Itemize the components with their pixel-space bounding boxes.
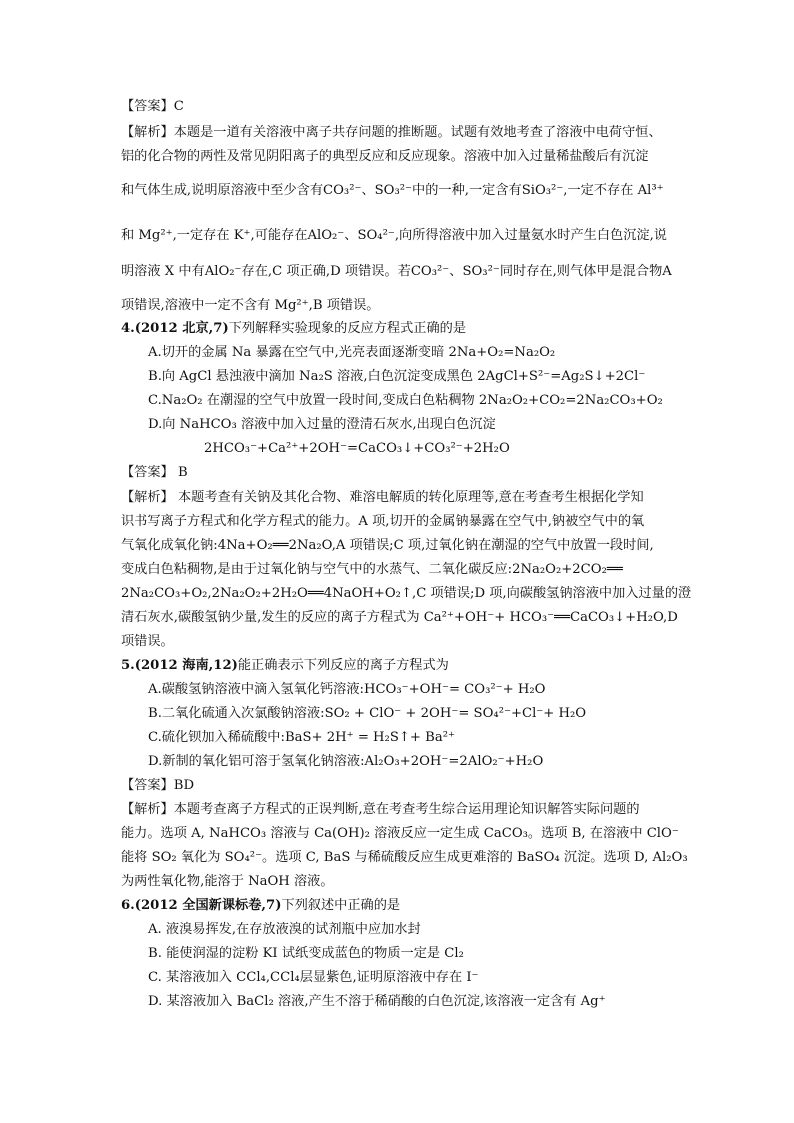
q4-analysis-line-5: 2Na₂CO₃+O₂,2Na₂O₂+2H₂O══4NaOH+O₂↑,C 项错误;D 项,向碳酸氢钠溶液中加入过量的澄 bbox=[121, 586, 692, 601]
q4-analysis-line-7: 项错误。 bbox=[121, 634, 174, 649]
q6-option-c: C. 某溶液加入 CCl₄,CCl₄层显紫色,证明原溶液中存在 I⁻ bbox=[148, 970, 479, 985]
q4-answer: 【答案】 B bbox=[121, 465, 188, 480]
q5-option-d: D.新制的氧化铝可溶于氢氧化钠溶液:Al₂O₃+2OH⁻=2AlO₂⁻+H₂O bbox=[148, 754, 544, 769]
q4-option-b: B.向 AgCl 悬浊液中滴加 Na₂S 溶液,白色沉淀变成黑色 2AgCl+S²⁻=Ag₂S↓+2Cl⁻ bbox=[148, 369, 646, 384]
q6-option-b: B. 能使润湿的淀粉 KI 试纸变成蓝色的物质一定是 Cl₂ bbox=[148, 946, 464, 961]
q4-analysis-line-6: 清石灰水,碳酸氢钠少量,发生的反应的离子方程式为 Ca²⁺+OH⁻+ HCO₃⁻══CaCO₃↓+H₂O,D bbox=[121, 610, 678, 625]
q5-option-a: A.碳酸氢钠溶液中滴入氢氧化钙溶液:HCO₃⁻+OH⁻= CO₃²⁻+ H₂O bbox=[148, 682, 546, 697]
q4-heading-source: 4.(2012 北京,7) bbox=[121, 321, 229, 336]
q5-option-b: B.二氧化硫通入次氯酸钠溶液:SO₂ + ClO⁻ + 2OH⁻= SO₄²⁻+Cl⁻+ H₂O bbox=[148, 706, 587, 721]
q4-option-d: D.向 NaHCO₃ 溶液中加入过量的澄清石灰水,出现白色沉淀 bbox=[148, 417, 496, 432]
q5-option-c: C.硫化钡加入稀硫酸中:BaS+ 2H⁺ = H₂S↑+ Ba²⁺ bbox=[148, 730, 455, 745]
q6-heading bbox=[121, 897, 400, 915]
q4-option-a: A.切开的金属 Na 暴露在空气中,光亮表面逐渐变暗 2Na+O₂=Na₂O₂ bbox=[148, 345, 556, 360]
q3-analysis-line-6: 项错误,溶液中一定不含有 Mg²⁺,B 项错误。 bbox=[121, 298, 380, 313]
q3-analysis-line-2: 铝的化合物的两性及常见阴阳离子的典型反应和反应现象。溶液中加入过量稀盐酸后有沉淀 bbox=[121, 149, 649, 164]
q3-analysis-line-5: 明溶液 X 中有AlO₂⁻存在,C 项正确,D 项错误。若CO₃²⁻、SO₃²⁻同时存在,则气体甲是混合物A bbox=[121, 264, 672, 279]
q5-analysis-line-2: 能力。选项 A, NaHCO₃ 溶液与 Ca(OH)₂ 溶液反应一定生成 CaCO₃。选项 B, 在溶液中 ClO⁻ bbox=[121, 826, 679, 841]
q6-heading-text: 下列叙述中正确的是 bbox=[281, 898, 401, 913]
q4-analysis-line-1: 【解析】 本题考查有关钠及其化合物、难溶电解质的转化原理等,意在考查考生根据化学知 bbox=[121, 490, 644, 505]
q4-heading-text: 下列解释实验现象的反应方程式正确的是 bbox=[228, 321, 467, 336]
q5-heading-source: 5.(2012 海南,12) bbox=[121, 658, 238, 673]
q4-analysis-line-4: 变成白色粘稠物,是由于过氧化钠与空气中的水蒸气、二氧化碳反应:2Na₂O₂+2CO₂══ bbox=[121, 562, 623, 577]
q5-answer: 【答案】BD bbox=[121, 778, 195, 793]
q4-option-c: C.Na₂O₂ 在潮湿的空气中放置一段时间,变成白色粘稠物 2Na₂O₂+CO₂=2Na₂CO₃+O₂ bbox=[148, 393, 663, 408]
q5-analysis-line-3: 能将 SO₂ 氧化为 SO₄²⁻。选项 C, BaS 与稀硫酸反应生成更难溶的 BaSO₄ 沉淀。选项 D, Al₂O₃ bbox=[121, 850, 688, 865]
q5-heading-text: 能正确表示下列反应的离子方程式为 bbox=[237, 658, 449, 673]
q4-option-d-equation: 2HCO₃⁻+Ca²⁺+2OH⁻=CaCO₃↓+CO₃²⁻+2H₂O bbox=[204, 441, 510, 456]
q4-analysis-line-3: 气氧化成氧化钠:4Na+O₂══2Na₂O,A 项错误;C 项,过氧化钠在潮湿的空气中放置一段时间, bbox=[121, 538, 654, 553]
q6-option-a: A. 液溴易挥发,在存放液溴的试剂瓶中应加水封 bbox=[148, 922, 421, 937]
q3-analysis-line-3: 和气体生成,说明原溶液中至少含有CO₃²⁻、SO₃²⁻中的一种,一定含有SiO₃²⁻,一定不存在 Al³⁺ bbox=[121, 183, 664, 198]
q5-analysis-line-1: 【解析】本题考查离子方程式的正误判断,意在考查考生综合运用理论知识解答实际问题的 bbox=[121, 802, 640, 817]
q4-heading bbox=[121, 320, 466, 338]
q5-analysis-line-4: 为两性氧化物,能溶于 NaOH 溶液。 bbox=[121, 874, 334, 889]
q3-analysis-line-4: 和 Mg²⁺,一定存在 K⁺,可能存在AlO₂⁻、SO₄²⁻,向所得溶液中加入过量氨水时产生白色沉淀,说 bbox=[121, 228, 667, 243]
q6-option-d: D. 某溶液加入 BaCl₂ 溶液,产生不溶于稀硝酸的白色沉淀,该溶液一定含有 Ag⁺ bbox=[148, 994, 606, 1009]
q6-heading-source: 6.(2012 全国新课标卷,7) bbox=[121, 898, 282, 913]
q4-analysis-line-2: 识书写离子方程式和化学方程式的能力。A 项,切开的金属钠暴露在空气中,钠被空气中的氧 bbox=[121, 514, 645, 529]
q5-heading bbox=[121, 657, 449, 675]
q3-analysis-line-1: 【解析】本题是一道有关溶液中离子共存问题的推断题。试题有效地考查了溶液中电荷守恒、 bbox=[121, 125, 662, 140]
q3-answer: 【答案】C bbox=[121, 99, 184, 114]
